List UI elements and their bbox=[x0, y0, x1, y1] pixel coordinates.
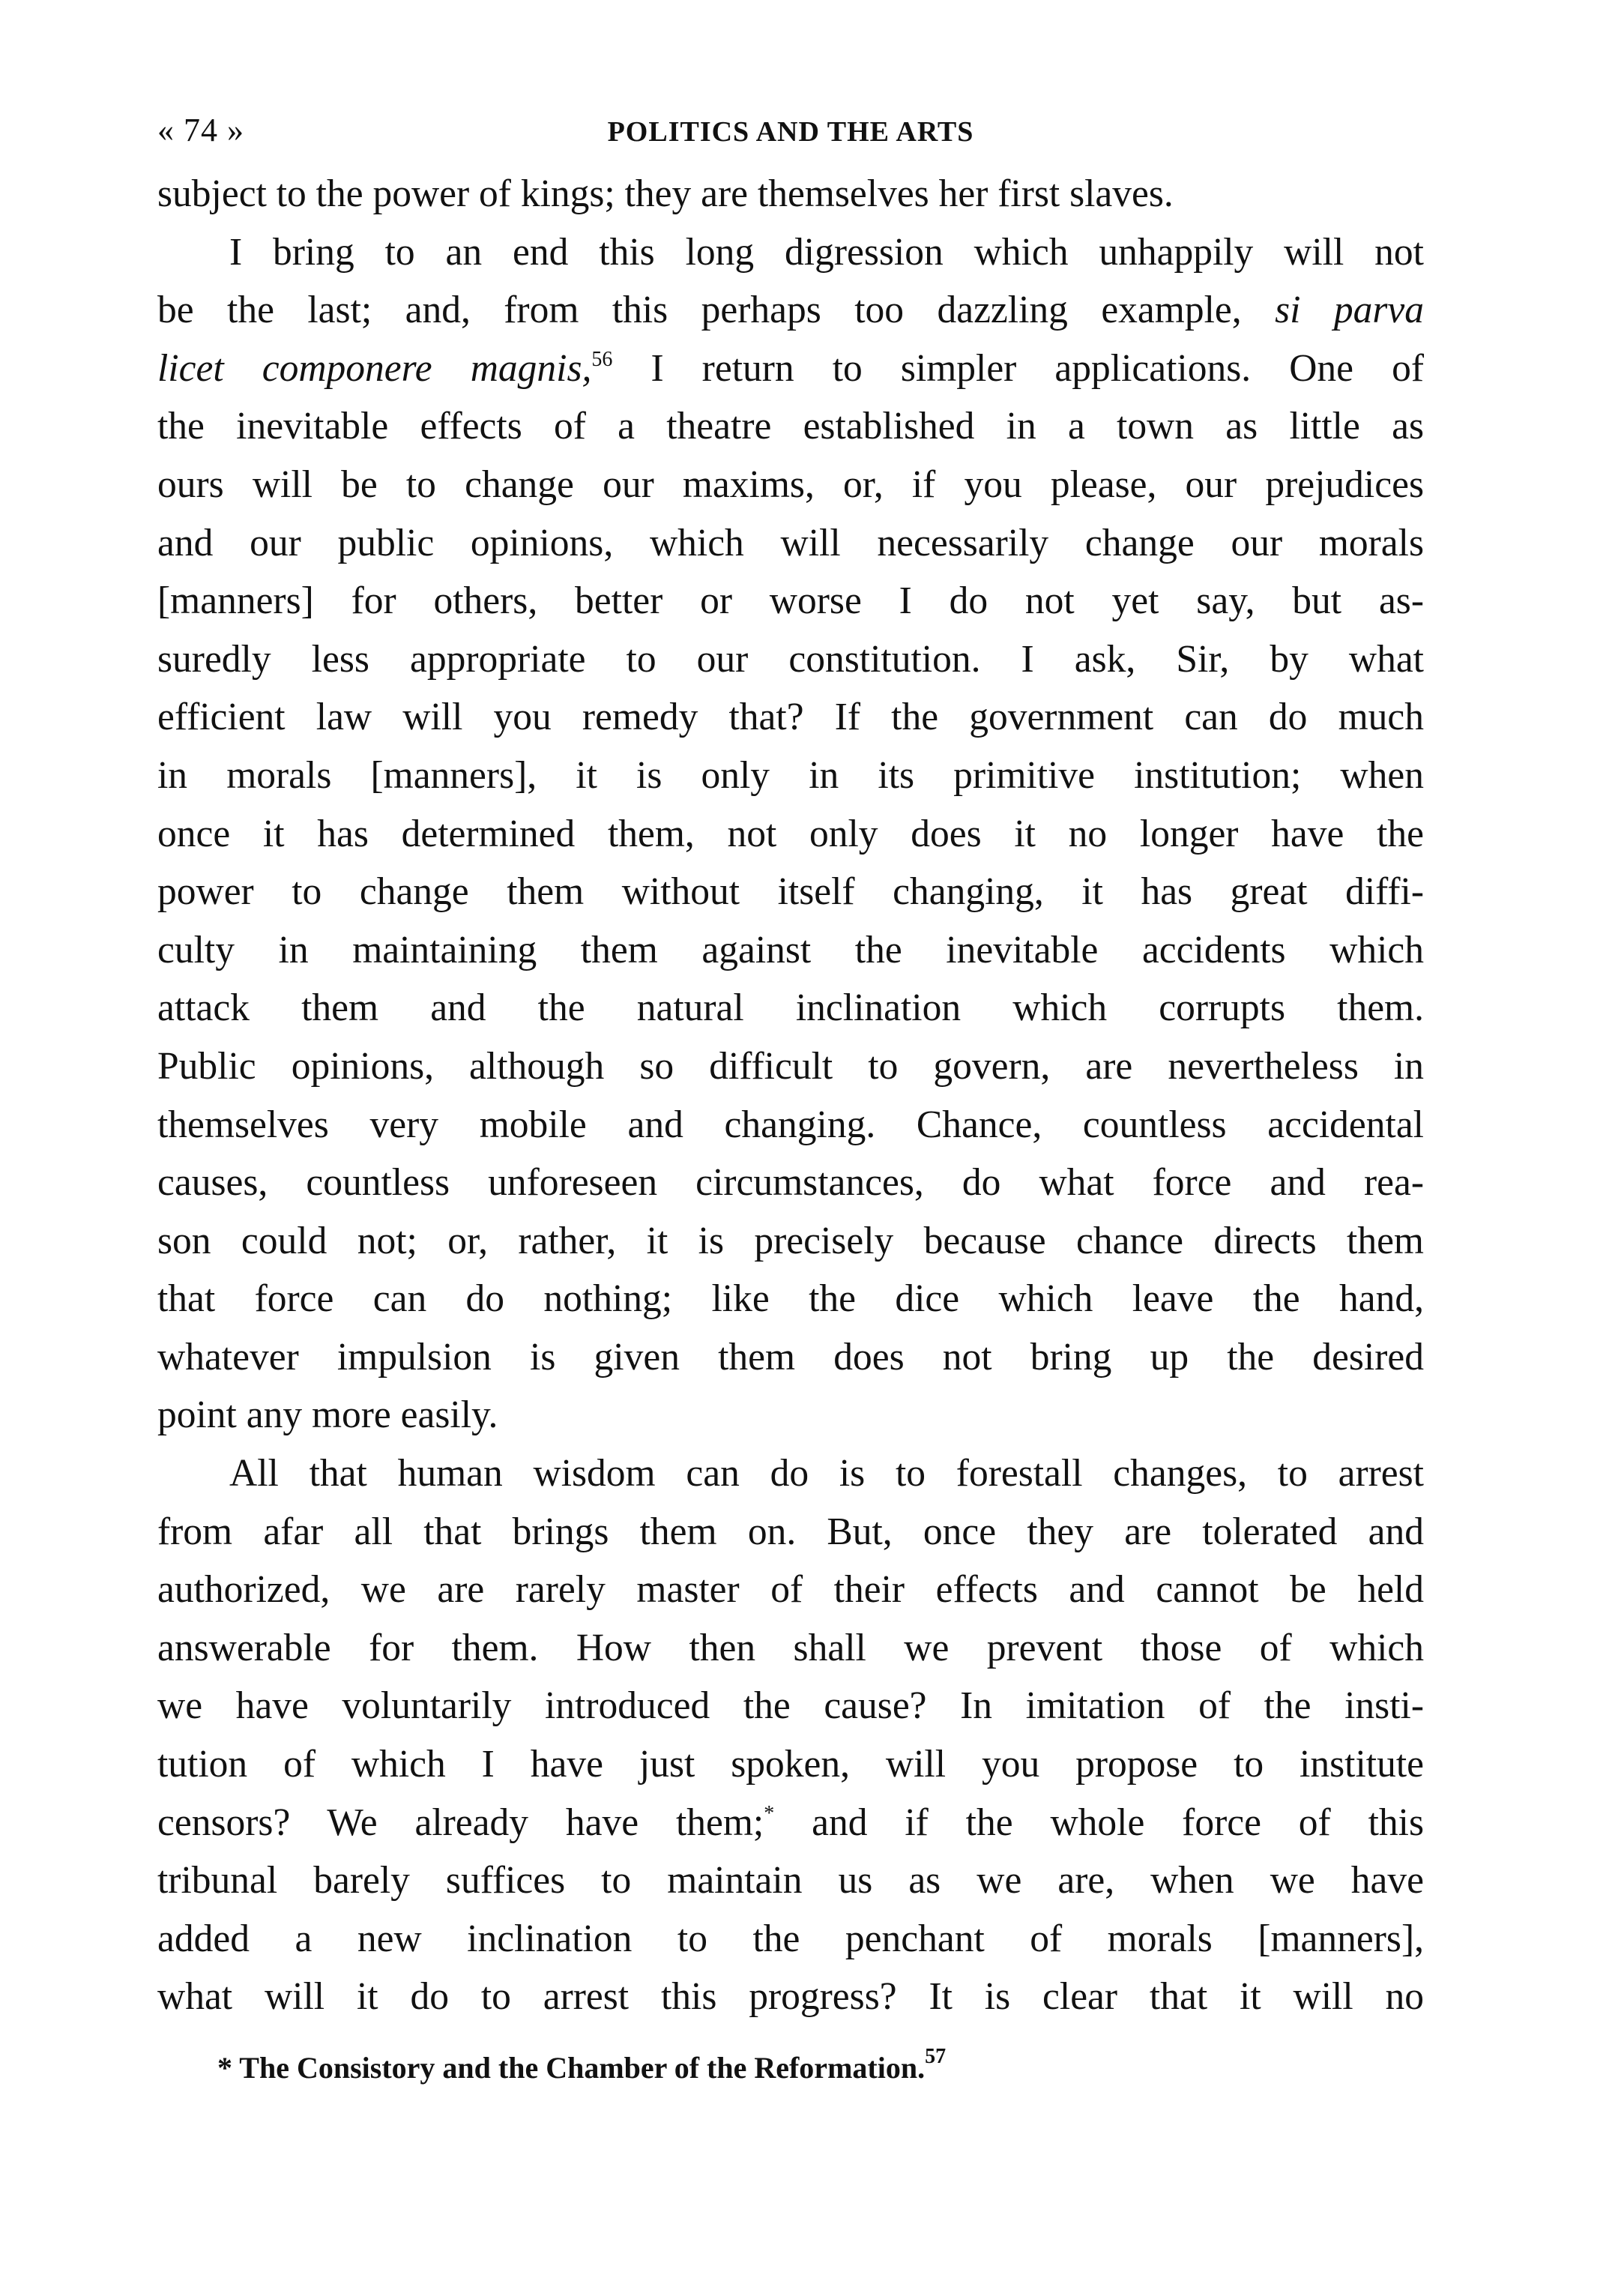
book-page bbox=[157, 105, 1424, 2091]
italic-text: licet componere magnis, bbox=[157, 346, 592, 390]
text-line bbox=[157, 688, 1424, 747]
line-text: authorized, we are rarely master of their effects and cannot be held bbox=[157, 1568, 1424, 1612]
italic-text: si parva bbox=[1275, 289, 1425, 332]
text-line bbox=[157, 1096, 1424, 1154]
line-text: whatever impulsion is given them does not bring up the desired bbox=[157, 1335, 1424, 1378]
line-text: in morals [manners], it is only in its primitive institution; when bbox=[157, 753, 1424, 797]
body-text bbox=[157, 165, 1424, 2026]
line-text: subject to the power of kings; they are themselves her first slaves. bbox=[157, 172, 1174, 215]
line-text: [manners] for others, better or worse I do not yet say, but as- bbox=[157, 579, 1424, 623]
line-text: answerable for them. How then shall we prevent those of which bbox=[157, 1626, 1424, 1669]
line-text: ours will be to change our maxims, or, if you please, our prejudices bbox=[157, 462, 1424, 506]
line-text: I return to simpler applications. One of bbox=[612, 346, 1424, 390]
text-line bbox=[157, 281, 1424, 340]
line-text: the inevitable effects of a theatre established in a town as little as bbox=[157, 405, 1424, 448]
text-line bbox=[157, 1910, 1424, 1968]
line-text: from afar all that brings them on. But, once they are tolerated and bbox=[157, 1510, 1424, 1553]
line-text: I bring to an end this long digression which unhappily will not bbox=[229, 230, 1424, 274]
page-number: « 74 » bbox=[157, 112, 244, 148]
text-line bbox=[157, 1386, 1424, 1444]
line-text: power to change them without itself changing, it has great diffi- bbox=[157, 870, 1424, 914]
text-line bbox=[157, 1212, 1424, 1271]
line-text: added a new inclination to the penchant of morals [manners], bbox=[157, 1917, 1424, 1960]
text-line bbox=[157, 1328, 1424, 1387]
text-line bbox=[157, 979, 1424, 1037]
line-text: censors? We already have them; bbox=[157, 1801, 764, 1844]
text-line bbox=[157, 747, 1424, 805]
line-text: be the last; and, from this perhaps too dazzling example, bbox=[157, 289, 1276, 332]
text-line bbox=[157, 1735, 1424, 1794]
line-text: what will it do to arrest this progress? It is clear that it will no bbox=[157, 1975, 1424, 2019]
text-line bbox=[157, 1851, 1424, 1910]
footnote-marker: * bbox=[217, 2051, 232, 2085]
text-line bbox=[157, 397, 1424, 456]
line-text: and our public opinions, which will necessarily change our morals bbox=[157, 521, 1424, 564]
text-line bbox=[157, 223, 1424, 282]
note-reference: 56 bbox=[591, 347, 613, 371]
line-text: Public opinions, although so difficult to govern, are nevertheless in bbox=[157, 1044, 1424, 1088]
line-text: culty in maintaining them against the inevitable accidents which bbox=[157, 928, 1424, 971]
text-line bbox=[157, 921, 1424, 980]
line-text: that force can do nothing; like the dice which leave the hand, bbox=[157, 1277, 1424, 1321]
line-text: efficient law will you remedy that? If the government can do much bbox=[157, 696, 1424, 739]
text-line bbox=[157, 165, 1424, 223]
line-text: son could not; or, rather, it is precisely because chance directs them bbox=[157, 1219, 1424, 1262]
line-text: tribunal barely suffices to maintain us as we are, when we have bbox=[157, 1859, 1424, 1902]
text-line bbox=[157, 1968, 1424, 2026]
running-title: POLITICS AND THE ARTS bbox=[607, 116, 974, 148]
text-line bbox=[157, 630, 1424, 689]
footnote-text: The Consistory and the Chamber of the Reformation. bbox=[232, 2051, 926, 2085]
line-text: once it has determined them, not only does it no longer have the bbox=[157, 812, 1424, 855]
text-line bbox=[157, 572, 1424, 630]
text-line bbox=[157, 1677, 1424, 1735]
text-line bbox=[157, 1037, 1424, 1096]
text-line bbox=[157, 1270, 1424, 1328]
text-line bbox=[157, 1619, 1424, 1678]
line-text: themselves very mobile and changing. Chance, countless accidental bbox=[157, 1103, 1424, 1146]
text-line bbox=[157, 805, 1424, 864]
line-text: we have voluntarily introduced the cause? In imitation of the insti- bbox=[157, 1684, 1424, 1728]
footnote bbox=[157, 2046, 1424, 2091]
text-line bbox=[157, 863, 1424, 921]
line-text: tution of which I have just spoken, will you propose to institute bbox=[157, 1743, 1424, 1786]
line-text: causes, countless unforeseen circumstances, do what force and rea- bbox=[157, 1161, 1424, 1205]
line-text: point any more easily. bbox=[157, 1393, 498, 1437]
text-line bbox=[157, 1154, 1424, 1212]
text-line bbox=[157, 1444, 1424, 1503]
text-line bbox=[157, 1503, 1424, 1561]
text-line bbox=[157, 340, 1424, 398]
text-line bbox=[157, 514, 1424, 573]
footnote-ref: 57 bbox=[925, 2045, 947, 2068]
text-line bbox=[157, 456, 1424, 514]
text-line bbox=[157, 1561, 1424, 1619]
line-text: and if the whole force of this bbox=[774, 1801, 1424, 1844]
running-head bbox=[157, 105, 1424, 157]
text-line bbox=[157, 1794, 1424, 1852]
line-text: attack them and the natural inclination which corrupts them. bbox=[157, 986, 1424, 1030]
note-reference: * bbox=[764, 1801, 775, 1825]
line-text: suredly less appropriate to our constitution. I ask, Sir, by what bbox=[157, 637, 1424, 681]
line-text: All that human wisdom can do is to forestall changes, to arrest bbox=[229, 1452, 1424, 1495]
